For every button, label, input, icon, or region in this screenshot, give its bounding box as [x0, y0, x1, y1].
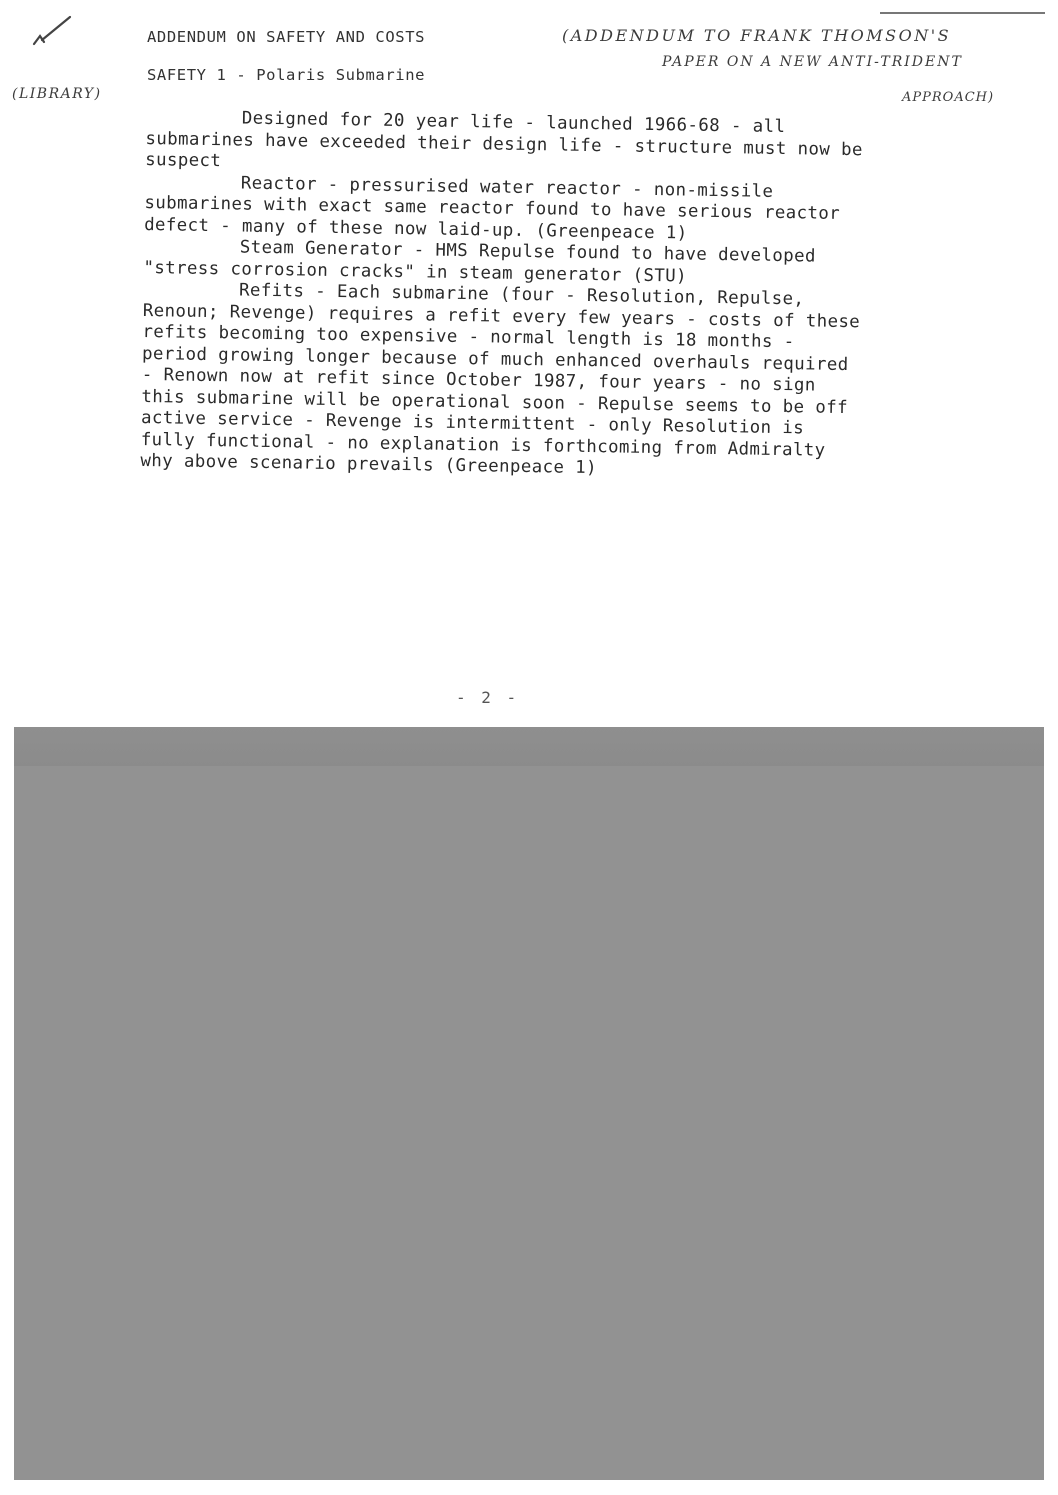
- handwritten-note-line-2: PAPER ON A NEW ANTI-TRIDENT: [662, 54, 963, 70]
- paragraph-design-life: Designed for 20 year life - launched 1966-68 - all submarines have exceeded their design life - structure must now be suspect: [145, 108, 864, 172]
- page-number: - 2 -: [456, 688, 520, 707]
- scan-shadow-band: [14, 727, 1044, 767]
- handwritten-note-line-3: APPROACH): [902, 90, 995, 105]
- scan-blank-area: [14, 766, 1044, 1480]
- paragraph-steam-generator: Steam Generator - HMS Repulse found to have developed "stress corrosion cracks" in steam generator (STU): [143, 237, 817, 287]
- top-rule-line: [880, 12, 1045, 14]
- paragraph-refits: Refits - Each submarine (four - Resolution, Repulse, Renoun; Revenge) requires a refit every few years - costs of these refits becoming too expensive - normal length is 18 months - period growing longer because of much enhanced overhauls required - Renown now at refit since October 1987, four years - no sign this submarine will be operational soon - Repulse seems to be off active service - Revenge is intermittent - only Resolution is fully functional - no explanation is forthcoming from Admiralty why above scenario prevails (Greenpeace 1): [140, 280, 861, 479]
- paragraph-reactor: Reactor - pressurised water reactor - non-missile submarines with exact same reactor found to have serious reactor defect - many of these now laid-up. (Greenpeace 1): [143, 172, 841, 244]
- body-text: [140, 107, 866, 484]
- handwritten-tick-icon: [30, 14, 80, 48]
- handwritten-library-note: (LIBRARY): [12, 86, 102, 102]
- document-title: ADDENDUM ON SAFETY AND COSTS: [147, 28, 426, 46]
- handwritten-note-line-1: (ADDENDUM TO FRANK THOMSON'S: [562, 26, 952, 45]
- section-heading: SAFETY 1 - Polaris Submarine: [147, 66, 426, 84]
